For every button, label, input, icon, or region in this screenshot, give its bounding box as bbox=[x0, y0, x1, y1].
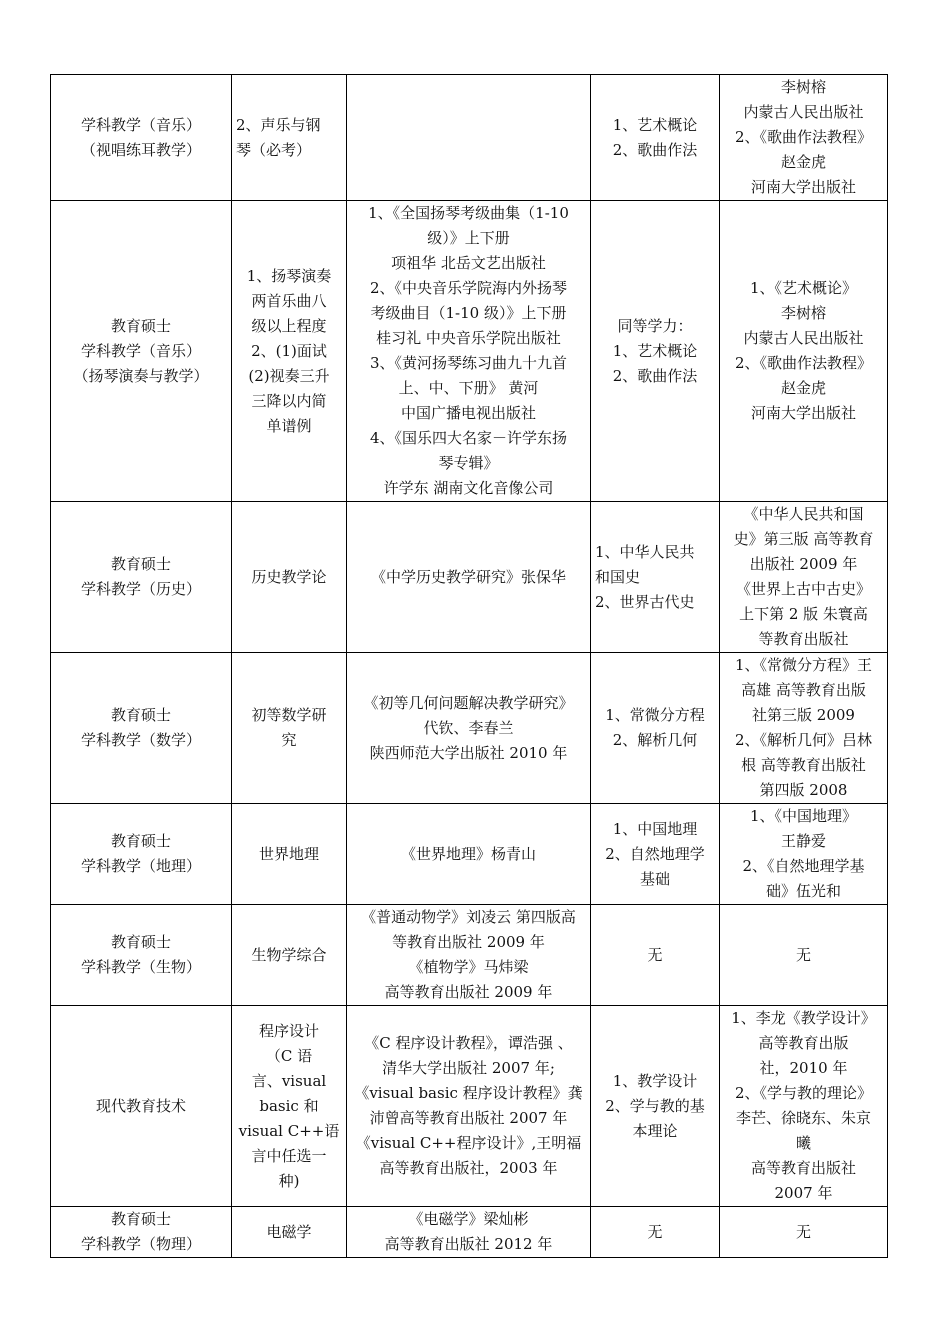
cell-line: 社，2010 年 bbox=[759, 1059, 848, 1077]
table-row bbox=[51, 905, 888, 1006]
cell-line: 1、李龙《教学设计》 bbox=[731, 1009, 876, 1027]
cell-line: 1、教学设计 bbox=[612, 1071, 698, 1090]
cell-line: 内蒙古人民出版社 bbox=[743, 329, 864, 347]
subject-cell bbox=[51, 75, 232, 201]
cell-line: 项祖华 北岳文艺出版社 bbox=[391, 254, 546, 272]
cell-line: 高等教育出版 bbox=[758, 1034, 849, 1052]
cell-line: 学科教学（生物） bbox=[80, 958, 201, 976]
cell-line: 两首乐曲八 bbox=[251, 291, 327, 310]
cell-line: 1、中国地理 bbox=[612, 819, 698, 838]
cell-line: 李芒、徐晓东、朱京 bbox=[735, 1109, 871, 1127]
cell-line: 1、艺术概论 bbox=[612, 341, 698, 360]
cell-line: 1、扬琴演奏 bbox=[246, 266, 332, 285]
cell-line: 教育硕士 bbox=[110, 706, 171, 724]
cell-line: 内蒙古人民出版社 bbox=[743, 103, 864, 121]
cell-line: 基础 bbox=[639, 869, 670, 888]
cell-line: 教育硕士 bbox=[110, 555, 171, 573]
cell-line: 历史教学论 bbox=[251, 567, 327, 586]
cell-line: 高等教育出版社 2009 年 bbox=[384, 983, 553, 1001]
cell-line: 上、中、下册》 黄河 bbox=[398, 379, 539, 397]
cell-line: 种) bbox=[278, 1171, 300, 1190]
cell-line: 清华大学出版社 2007 年; bbox=[382, 1059, 555, 1077]
cell-line: 上下第 2 版 朱寰高 bbox=[739, 605, 868, 623]
cell-line: 《中华人民共和国 bbox=[743, 505, 864, 523]
subject-cell bbox=[51, 653, 232, 804]
cell-line: 2007 年 bbox=[774, 1184, 833, 1202]
cell-line: 沛曾高等教育出版社 2007 年 bbox=[369, 1109, 568, 1127]
table-row bbox=[51, 502, 888, 653]
exam-subject-cell bbox=[232, 201, 347, 502]
cell-line: 《世界上古中古史》 bbox=[735, 580, 871, 598]
cell-line: 河南大学出版社 bbox=[750, 404, 856, 422]
exam-subject-cell bbox=[232, 75, 347, 201]
cell-line: 2、《歌曲作法教程》 bbox=[734, 128, 873, 146]
cell-line: visual C++语 bbox=[238, 1121, 340, 1140]
cell-line: 1、《艺术概论》 bbox=[749, 279, 858, 297]
exam-subject-cell bbox=[232, 804, 347, 905]
table-row bbox=[51, 653, 888, 804]
cell-line: 第四版 2008 bbox=[759, 781, 848, 799]
table-row bbox=[51, 201, 888, 502]
cell-line: 赵金虎 bbox=[780, 379, 826, 397]
subject-cell bbox=[51, 502, 232, 653]
cell-line: 教育硕士 bbox=[110, 832, 171, 850]
cell-line: 2、解析几何 bbox=[612, 731, 698, 749]
cell-line: （视唱练耳教学） bbox=[80, 140, 201, 159]
exam-books-cell bbox=[347, 502, 591, 653]
cell-line: 2、《自然地理学基 bbox=[742, 857, 865, 875]
extra-books-cell bbox=[720, 502, 888, 653]
cell-line: 学科教学（历史） bbox=[80, 580, 201, 598]
cell-line: 级以上程度 bbox=[251, 316, 327, 335]
cell-line: 代钦、李春兰 bbox=[423, 718, 514, 737]
extra-subject-cell bbox=[591, 1006, 720, 1207]
cell-line: 2、《解析几何》吕林 bbox=[734, 731, 873, 749]
cell-line: 3、《黄河扬琴练习曲九十九首 bbox=[369, 354, 568, 372]
extra-books-cell bbox=[720, 201, 888, 502]
cell-line: 《植物学》马炜梁 bbox=[408, 958, 529, 976]
cell-line: 学科教学（音乐） bbox=[80, 341, 201, 360]
cell-line: 学科教学（物理） bbox=[80, 1235, 201, 1253]
cell-line: 现代教育技术 bbox=[95, 1096, 186, 1115]
cell-line: 教育硕士 bbox=[110, 1210, 171, 1228]
cell-line: 生物学综合 bbox=[251, 945, 327, 964]
cell-line: 史》第三版 高等教育 bbox=[733, 530, 874, 548]
cell-line: 出版社 2009 年 bbox=[749, 555, 858, 573]
cell-line: (2)视奏三升 bbox=[248, 366, 330, 385]
cell-line: 2、学与教的基 bbox=[605, 1096, 705, 1115]
cell-line: 1、《全国扬琴考级曲集（1-10 bbox=[368, 204, 569, 222]
cell-line: 无 bbox=[647, 1222, 663, 1241]
cell-line: 初等数学研 bbox=[251, 706, 327, 724]
exam-subject-cell bbox=[232, 502, 347, 653]
exam-books-cell bbox=[347, 201, 591, 502]
exam-books-cell bbox=[347, 653, 591, 804]
cell-line: 1、中华人民共 bbox=[595, 542, 695, 561]
cell-line: 1、《中国地理》 bbox=[749, 807, 858, 825]
cell-line: basic 和 bbox=[259, 1096, 319, 1115]
cell-line: 础》伍光和 bbox=[765, 882, 841, 900]
extra-books-cell bbox=[720, 804, 888, 905]
cell-line: 河南大学出版社 bbox=[750, 178, 856, 196]
cell-line: 李树榕 bbox=[780, 78, 826, 96]
cell-line: 三降以内简 bbox=[251, 391, 327, 410]
cell-line: 《初等几何问题解决教学研究》 bbox=[363, 693, 574, 712]
exam-subject-cell bbox=[232, 1006, 347, 1207]
cell-line: 陕西师范大学出版社 2010 年 bbox=[369, 743, 568, 762]
cell-line: 2、《歌曲作法教程》 bbox=[734, 354, 873, 372]
cell-line: 1、《常微分方程》王 bbox=[734, 656, 873, 674]
cell-line: 世界地理 bbox=[258, 844, 319, 863]
cell-line: 《中学历史教学研究》张保华 bbox=[370, 567, 566, 586]
cell-line: 《电磁学》梁灿彬 bbox=[408, 1210, 529, 1228]
cell-line: 学科教学（地理） bbox=[80, 857, 201, 875]
extra-subject-cell bbox=[591, 75, 720, 201]
extra-books-cell bbox=[720, 1006, 888, 1207]
cell-line: 王静爱 bbox=[780, 832, 826, 850]
cell-line: 和国史 bbox=[595, 567, 641, 586]
cell-line: 言中任选一 bbox=[251, 1146, 327, 1165]
cell-line: 琴（必考） bbox=[236, 140, 312, 159]
cell-line: 等教育出版社 bbox=[758, 630, 849, 648]
cell-line: 《世界地理》杨青山 bbox=[400, 844, 536, 863]
cell-line: 无 bbox=[795, 1222, 811, 1241]
exam-subject-cell bbox=[232, 653, 347, 804]
cell-line: 教育硕士 bbox=[110, 933, 171, 951]
exam-subject-cell bbox=[232, 905, 347, 1006]
table-body bbox=[51, 75, 888, 1258]
cell-line: 学科教学（音乐） bbox=[80, 115, 201, 134]
cell-line: 高等教育出版社 2012 年 bbox=[384, 1235, 553, 1253]
subject-cell bbox=[51, 201, 232, 502]
cell-line: 1、艺术概论 bbox=[612, 115, 698, 134]
extra-books-cell bbox=[720, 905, 888, 1006]
subject-cell bbox=[51, 1207, 232, 1258]
cell-line: 程序设计 bbox=[258, 1021, 319, 1040]
cell-line: 曦 bbox=[795, 1134, 811, 1152]
extra-books-cell bbox=[720, 653, 888, 804]
table-row bbox=[51, 1207, 888, 1258]
cell-line: （C 语 bbox=[265, 1046, 313, 1065]
cell-line: 本理论 bbox=[632, 1121, 678, 1140]
cell-line: 2、(1)面试 bbox=[251, 341, 327, 360]
cell-line: 桂习礼 中央音乐学院出版社 bbox=[376, 329, 561, 347]
cell-line: 同等学力： bbox=[617, 316, 693, 335]
subject-cell bbox=[51, 804, 232, 905]
cell-line: 《普通动物学》刘凌云 第四版高 bbox=[361, 908, 576, 926]
extra-subject-cell bbox=[591, 804, 720, 905]
cell-line: 李树榕 bbox=[780, 304, 826, 322]
extra-books-cell bbox=[720, 1207, 888, 1258]
cell-line: 社第三版 2009 bbox=[752, 706, 855, 724]
cell-line: 2、声乐与钢 bbox=[236, 115, 321, 134]
table-row bbox=[51, 75, 888, 201]
cell-line: 根 高等教育出版社 bbox=[741, 756, 866, 774]
extra-subject-cell bbox=[591, 201, 720, 502]
cell-line: 赵金虎 bbox=[780, 153, 826, 171]
cell-line: 2、《中央音乐学院海内外扬琴 bbox=[369, 279, 568, 297]
cell-line: 单谱例 bbox=[266, 416, 312, 435]
cell-line: 《C 程序设计教程》，谭浩强 、 bbox=[364, 1034, 573, 1052]
cell-line: （扬琴演奏与教学） bbox=[73, 366, 209, 385]
cell-line: 究 bbox=[281, 731, 297, 749]
exam-books-cell bbox=[347, 75, 591, 201]
cell-line: 《visual C++程序设计》,王明福 bbox=[355, 1134, 582, 1152]
exam-books-cell bbox=[347, 1207, 591, 1258]
cell-line: 考级曲目（1-10 级）》上下册 bbox=[370, 304, 567, 322]
exam-books-cell bbox=[347, 804, 591, 905]
cell-line: 2、歌曲作法 bbox=[612, 366, 698, 385]
cell-line: 高等教育出版社，2003 年 bbox=[379, 1159, 558, 1177]
cell-line: 无 bbox=[647, 945, 663, 964]
cell-line: 无 bbox=[795, 945, 811, 964]
table-row bbox=[51, 1006, 888, 1207]
cell-line: 高等教育出版社 bbox=[750, 1159, 856, 1177]
extra-subject-cell bbox=[591, 905, 720, 1006]
cell-line: 2、自然地理学 bbox=[605, 844, 705, 863]
exam-books-cell bbox=[347, 905, 591, 1006]
cell-line: 《visual basic 程序设计教程》龚 bbox=[354, 1084, 583, 1102]
exam-books-cell bbox=[347, 1006, 591, 1207]
cell-line: 中国广播电视出版社 bbox=[400, 404, 536, 422]
extra-subject-cell bbox=[591, 502, 720, 653]
exam-subject-cell bbox=[232, 1207, 347, 1258]
cell-line: 4、《国乐四大名家－许学东扬 bbox=[369, 429, 568, 447]
admission-reference-table bbox=[50, 74, 888, 1258]
cell-line: 电磁学 bbox=[266, 1222, 312, 1241]
cell-line: 言、visual bbox=[251, 1071, 327, 1090]
subject-cell bbox=[51, 1006, 232, 1207]
cell-line: 等教育出版社 2009 年 bbox=[392, 933, 545, 951]
cell-line: 许学东 湖南文化音像公司 bbox=[383, 479, 554, 497]
cell-line: 2、《学与教的理论》 bbox=[734, 1084, 873, 1102]
cell-line: 2、歌曲作法 bbox=[612, 140, 698, 159]
table-row bbox=[51, 804, 888, 905]
cell-line: 2、世界古代史 bbox=[595, 592, 695, 611]
extra-subject-cell bbox=[591, 653, 720, 804]
extra-books-cell bbox=[720, 75, 888, 201]
cell-line: 教育硕士 bbox=[110, 316, 171, 335]
cell-line: 级）》上下册 bbox=[427, 229, 510, 247]
cell-line: 高雄 高等教育出版 bbox=[741, 681, 866, 699]
subject-cell bbox=[51, 905, 232, 1006]
cell-line: 琴专辑》 bbox=[438, 454, 499, 472]
extra-subject-cell bbox=[591, 1207, 720, 1258]
cell-line: 1、常微分方程 bbox=[605, 706, 705, 724]
cell-line: 学科教学（数学） bbox=[80, 731, 201, 749]
